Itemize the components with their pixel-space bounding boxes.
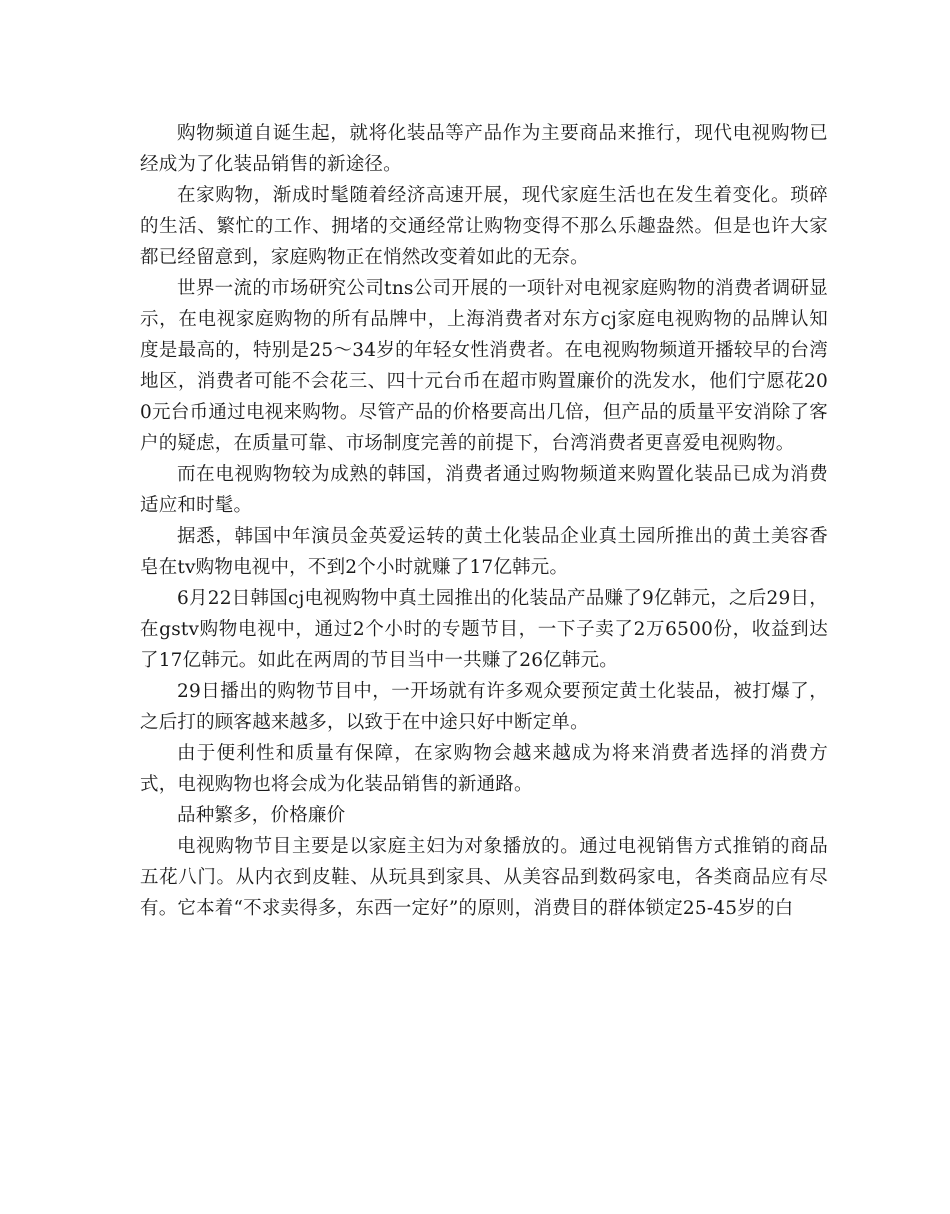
paragraph-8: 由于便利性和质量有保障，在家购物会越来越成为将来消费者选择的消费方式，电视购物也将会成为化装品销售的新通路。 bbox=[140, 743, 828, 795]
paragraph-5: 据悉，韩国中年演员金英爱运转的黄土化装品企业真土园所推出的黄土美容香皂在tv购物电视中，不到2个小时就赚了17亿韩元。 bbox=[140, 526, 828, 578]
paragraph-7: 29日播出的购物节目中，一开场就有许多观众要预定黄土化装品，被打爆了，之后打的顾客越来越多，以致于在中途只好中断定单。 bbox=[140, 681, 828, 733]
section-heading: 品种繁多，价格廉价 bbox=[177, 805, 346, 826]
paragraph-6: 6月22日韩国cj电视购物中真土园推出的化装品产品赚了9亿韩元，之后29日，在gstv购物电视中，通过2个小时的专题节目，一下子卖了2万6500份，收益到达了17亿韩元。如此在两周的节目当中一共赚了26亿韩元。 bbox=[140, 588, 828, 671]
paragraph-2: 在家购物，渐成时髦随着经济高速开展，现代家庭生活也在发生着变化。琐碎的生活、繁忙的工作、拥堵的交通经常让购物变得不那么乐趣盎然。但是也许大家都已经留意到，家庭购物正在悄然改变着如此的无奈。 bbox=[140, 185, 828, 268]
paragraph-3: 世界一流的市场研究公司tns公司开展的一项针对电视家庭购物的消费者调研显示，在电视家庭购物的所有品牌中，上海消费者对东方cj家庭电视购物的品牌认知度是最高的，特别是25～34岁的年轻女性消费者。在电视购物频道开播较早的台湾地区，消费者可能不会花三、四十元台币在超市购置廉价的洗发水，他们宁愿花200元台币通过电视来购物。尽管产品的价格要高出几倍，但产品的质量平安消除了客户的疑虑，在质量可靠、市场制度完善的前提下，台湾消费者更喜爱电视购物。 bbox=[140, 278, 828, 454]
paragraph-9: 电视购物节目主要是以家庭主妇为对象播放的。通过电视销售方式推销的商品五花八门。从内衣到皮鞋、从玩具到家具、从美容品到数码家电，各类商品应有尽有。它本着“不求卖得多，东西一定好”的原则，消费目的群体锁定25-45岁的白 bbox=[140, 836, 828, 919]
document-body bbox=[140, 118, 828, 924]
paragraph-4: 而在电视购物较为成熟的韩国，消费者通过购物频道来购置化装品已成为消费适应和时髦。 bbox=[140, 464, 828, 516]
paragraph-1: 购物频道自诞生起，就将化装品等产品作为主要商品来推行，现代电视购物已经成为了化装品销售的新途径。 bbox=[140, 123, 828, 175]
